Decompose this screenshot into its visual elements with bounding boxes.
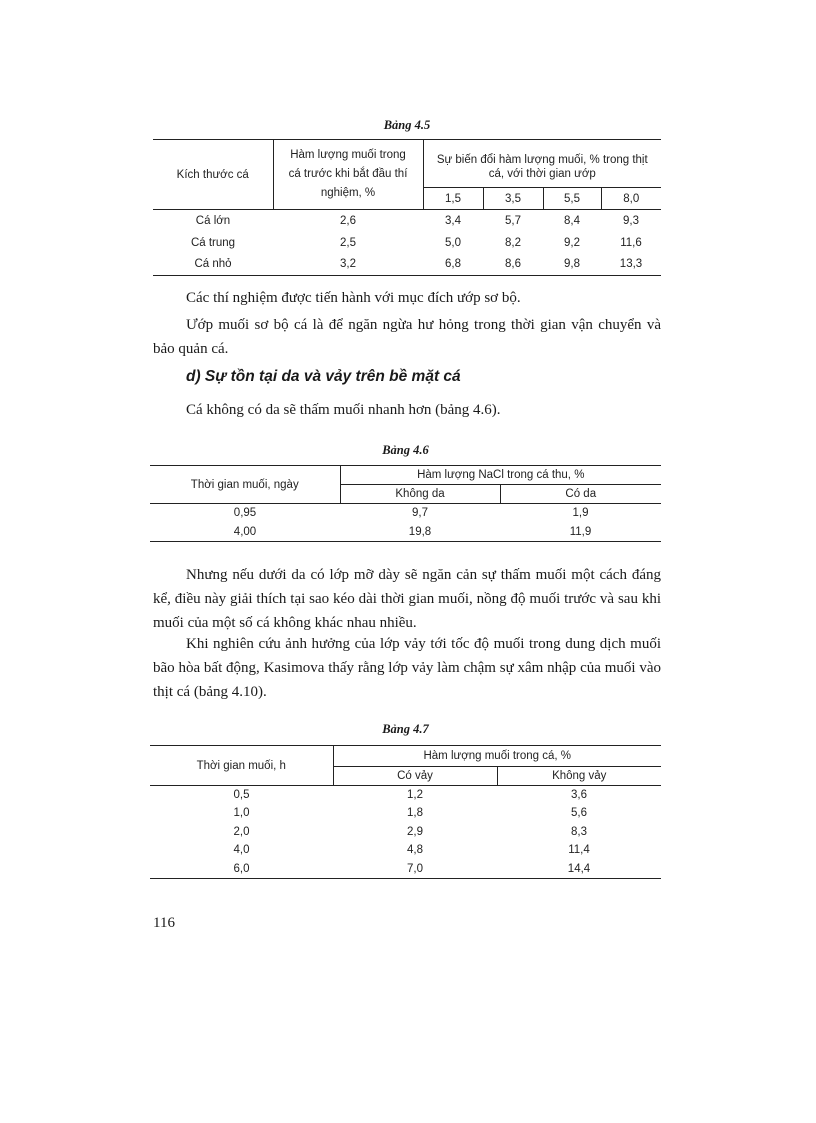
table-4-7-cell-0-0: 0,5	[233, 789, 250, 801]
table-4-5-value-1-2: 9,2	[564, 236, 580, 249]
table-4-5-initial-1: 2,5	[340, 236, 356, 249]
table-4-7-caption: Bảng 4.7	[382, 722, 429, 736]
table-4-5-value-0-2: 8,4	[564, 214, 580, 227]
table-4-5-header-initial	[273, 140, 423, 210]
table-4-5-value-0-1: 5,7	[505, 214, 521, 227]
table-4-5-value-2-2: 9,8	[543, 254, 601, 276]
table-row	[150, 860, 661, 879]
table-4-6-header-time: Thời gian muối, ngày	[150, 466, 340, 504]
table-4-5-value-1-0: 5,0	[445, 236, 461, 249]
table-4-5-value-2-3: 13,3	[601, 254, 661, 276]
table-4-7-cell-3-0: 4,0	[233, 844, 250, 857]
table-4-7	[150, 745, 661, 879]
table-4-7-cell-1-1: 1,8	[407, 807, 423, 820]
table-4-5-value-1-1: 8,2	[505, 236, 521, 249]
paragraph-5: Khi nghiên cứu ảnh hưởng của lớp vảy tới tốc độ muối trong dung dịch muối bão hòa bất động, Kasimova thấy rằng lớp vảy làm chậm sự xâm nhập của muối vào thịt cá (bảng 4.10).	[153, 636, 661, 700]
table-4-7-header-sub2: Không vảy	[497, 767, 661, 786]
table-row	[153, 210, 661, 232]
table-4-7-header-sub1: Có vảy	[333, 767, 497, 786]
table-4-5-header-initial-line1: Hàm lượng muối trong	[290, 149, 406, 161]
table-4-7-cell-4-2: 14,4	[497, 860, 661, 879]
table-4-6-cell-1-2: 11,9	[500, 523, 661, 542]
table-row	[150, 841, 661, 860]
table-4-5-value-1-3: 11,6	[620, 236, 642, 249]
table-4-6-header-group: Hàm lượng NaCl trong cá thu, %	[340, 466, 661, 485]
table-4-7-cell-2-0: 2,0	[233, 825, 250, 838]
table-4-5-initial-2: 3,2	[273, 254, 423, 276]
table-4-6-cell-0-2: 1,9	[572, 507, 589, 520]
table-4-5-value-2-0: 6,8	[423, 254, 483, 276]
paragraph-1: Các thí nghiệm được tiến hành với mục đích ướp sơ bộ.	[186, 290, 521, 306]
table-4-7-cell-3-1: 4,8	[407, 844, 423, 857]
table-4-7-cell-3-2: 11,4	[568, 844, 590, 857]
table-4-7-cell-0-1: 1,2	[407, 789, 423, 801]
table-row	[150, 523, 661, 542]
table-4-5-value-0-0: 3,4	[445, 214, 461, 227]
table-4-5-size-0: Cá lớn	[195, 214, 231, 227]
table-4-7-cell-1-2: 5,6	[571, 807, 587, 820]
table-4-5-header-change-line2: cá, với thời gian ướp	[423, 168, 661, 188]
table-4-7-cell-4-0: 6,0	[150, 860, 333, 879]
table-4-7-cell-2-1: 2,9	[407, 825, 423, 838]
table-row	[150, 804, 661, 823]
table-4-5-value-0-3: 9,3	[623, 214, 639, 227]
section-heading-d: d) Sự tồn tại da và vảy trên bề mặt cá	[186, 368, 461, 385]
table-4-6-caption: Bảng 4.6	[382, 443, 429, 457]
table-row	[150, 823, 661, 842]
table-4-5-header-size: Kích thước cá	[153, 140, 273, 210]
page-number: 116	[153, 915, 175, 931]
table-4-6	[150, 465, 661, 542]
table-4-7-cell-0-2: 3,6	[571, 789, 587, 801]
table-4-5-time-3: 5,5	[543, 188, 601, 210]
table-4-6-header-sub1: Không da	[340, 485, 500, 504]
table-4-6-cell-1-1: 19,8	[340, 523, 500, 542]
table-4-5-initial-0: 2,6	[340, 214, 356, 227]
table-4-6-cell-1-0: 4,00	[150, 523, 340, 542]
table-4-6-cell-0-0: 0,95	[233, 507, 257, 520]
table-4-5-value-2-1: 8,6	[483, 254, 543, 276]
table-4-6-header-sub2: Có da	[500, 485, 661, 504]
table-row	[153, 254, 661, 276]
table-4-5-caption: Bảng 4.5	[383, 118, 431, 132]
table-row	[150, 504, 661, 523]
table-4-5-header-initial-line2: cá trước khi bắt đầu thí	[288, 168, 408, 180]
table-4-7-cell-2-2: 8,3	[571, 825, 587, 838]
table-4-5-time-1: 1,5	[423, 188, 483, 210]
paragraph-3: Cá không có da sẽ thấm muối nhanh hơn (bảng 4.6).	[186, 402, 501, 418]
table-4-5-size-2: Cá nhỏ	[153, 254, 273, 276]
table-4-7-header-group: Hàm lượng muối trong cá, %	[333, 746, 661, 767]
table-row	[153, 232, 661, 254]
table-4-7-header-time: Thời gian muối, h	[150, 746, 333, 786]
paragraph-2: Ướp muối sơ bộ cá là để ngăn ngừa hư hỏng trong thời gian vận chuyển và bảo quản cá.	[153, 317, 661, 357]
paragraph-4: Nhưng nếu dưới da có lớp mỡ dày sẽ ngăn cản sự thấm muối một cách đáng kể, điều này giải thích tại sao kéo dài thời gian muối, nồng độ muối trước và sau khi muối của một số cá không khác nhau nhiều.	[153, 567, 661, 631]
table-4-5-time-2: 3,5	[483, 188, 543, 210]
table-4-5-header-change-line1: Sự biến đổi hàm lượng muối, % trong thịt	[423, 140, 661, 168]
table-4-5-header-initial-line3: nghiệm, %	[320, 187, 376, 199]
table-4-5	[153, 139, 661, 276]
table-row	[150, 786, 661, 805]
table-4-7-cell-1-0: 1,0	[233, 807, 250, 820]
table-4-5-size-1: Cá trung	[190, 236, 236, 249]
table-4-6-cell-0-1: 9,7	[412, 507, 428, 520]
table-4-7-cell-4-1: 7,0	[333, 860, 497, 879]
table-4-5-time-4: 8,0	[601, 188, 661, 210]
